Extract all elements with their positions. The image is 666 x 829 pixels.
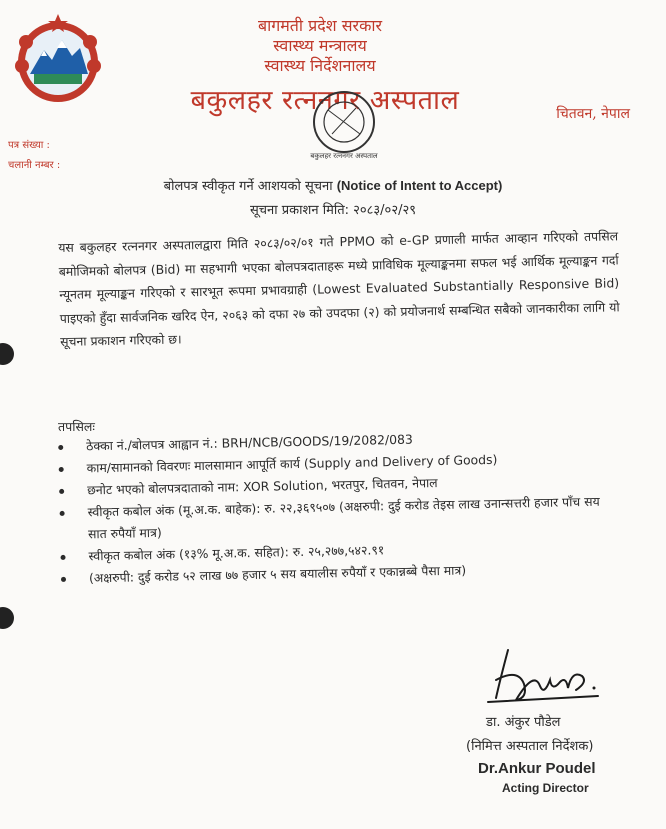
publish-date: सूचना प्रकाशन मिति: २०८३/०२/२९ (250, 203, 416, 218)
notice-title-np: बोलपत्र स्वीकृत गर्ने आशयको सूचना (163, 179, 333, 194)
punch-hole (0, 343, 14, 365)
letterhead-directorate: स्वास्थ्य निर्देशनालय (264, 56, 376, 75)
bullet-icon (58, 445, 63, 450)
notice-title (0, 176, 666, 194)
svg-text:बकुलहर रत्ननगर अस्पताल: बकुलहर रत्ननगर अस्पताल (310, 152, 378, 160)
list-item-text: छनोट भएको बोलपत्रदाताको नाम: XOR Solution, भरतपुर, चितवन, नेपाल (86, 475, 438, 498)
bullet-icon (61, 577, 66, 582)
letterhead-hospital-name: बकुलहर रत्ननगर अस्पताल (190, 85, 460, 116)
punch-hole (0, 607, 14, 629)
list-item-text: काम/सामानको विवरणः मालसामान आपूर्ति कार्य (Supply and Delivery of Goods) (86, 451, 498, 476)
bullet-icon (60, 555, 65, 560)
notice-body: यस बकुलहर रत्ननगर अस्पतालद्वारा मिति २०८३/०२/०१ गते PPMO को e-GP प्रणाली मार्फत आव्हान गरिएको तपसिल बमोजिमको बोलपत्र (Bid) मा सहभागी भएका बोलपत्रदाताहरू मध्ये प्राविधिक मूल्याङ्कनमा सफल भई आर्थिक मूल्याङ्कन गर्दा न्यूनतम मूल्याङ्कन गरिएको र सारभूत रूपमा प्रभावग्राही (Lowest Evaluated Substantially Responsive Bid) पाइएको हुँदा सार्वजनिक खरिद ऐन, २०६३ को दफा २७ को उपदफा (२) को प्रयोजनार्थ सम्बन्धित सबैको जानकारीका लागि यो सूचना प्रकाशन गरिएको छ। (58, 228, 620, 349)
letterhead-ministry: स्वास्थ्य मन्त्रालय (273, 36, 367, 55)
letter-number-label: पत्र संख्या : (8, 140, 50, 151)
bullet-icon (60, 511, 65, 516)
list-item-text: स्वीकृत कबोल अंक (१३% मू.अ.क. सहित): रु. २५,२७७,५४२.९१ (88, 542, 385, 564)
list-item-text: (अक्षरुपी: दुई करोड ५२ लाख ७७ हजार ५ सय बयालीस रुपैयाँ र एकान्नब्बे पैसा मात्र) (88, 562, 467, 586)
letterhead-province: बागमती प्रदेश सरकार (257, 16, 383, 35)
list-item-text: ठेक्का नं./बोलपत्र आह्वान नं.: BRH/NCB/GOODS/19/2082/083 (86, 431, 413, 454)
bullet-icon (59, 489, 64, 494)
details-heading: तपसिलः (58, 419, 95, 434)
bullet-icon (59, 467, 64, 472)
signatory-name-np: डा. अंकुर पौडेल (486, 715, 561, 730)
signatory-role-en: Acting Director (502, 781, 589, 795)
list-item-text: स्वीकृत कबोल अंक (मू.अ.क. बाहेक): रु. २२,३६९५०७ (अक्षरुपी: दुई करोड तेइस लाख उनान्सत्तरी हजार पाँच सय सात रुपैयाँ मात्र) (87, 493, 600, 542)
letterhead-location: चितवन, नेपाल (556, 106, 630, 122)
dispatch-number-label: चलानी नम्बर : (8, 160, 61, 171)
details-list (58, 424, 621, 590)
office-stamp-icon (298, 82, 390, 164)
signatory-role-np: (निमित्त अस्पताल निर्देशक) (466, 739, 594, 754)
notice-title-en: (Notice of Intent to Accept) (336, 178, 503, 193)
signature-icon (478, 640, 608, 710)
signatory-name-en: Dr.Ankur Poudel (478, 760, 596, 777)
nepal-emblem-icon (12, 12, 104, 104)
